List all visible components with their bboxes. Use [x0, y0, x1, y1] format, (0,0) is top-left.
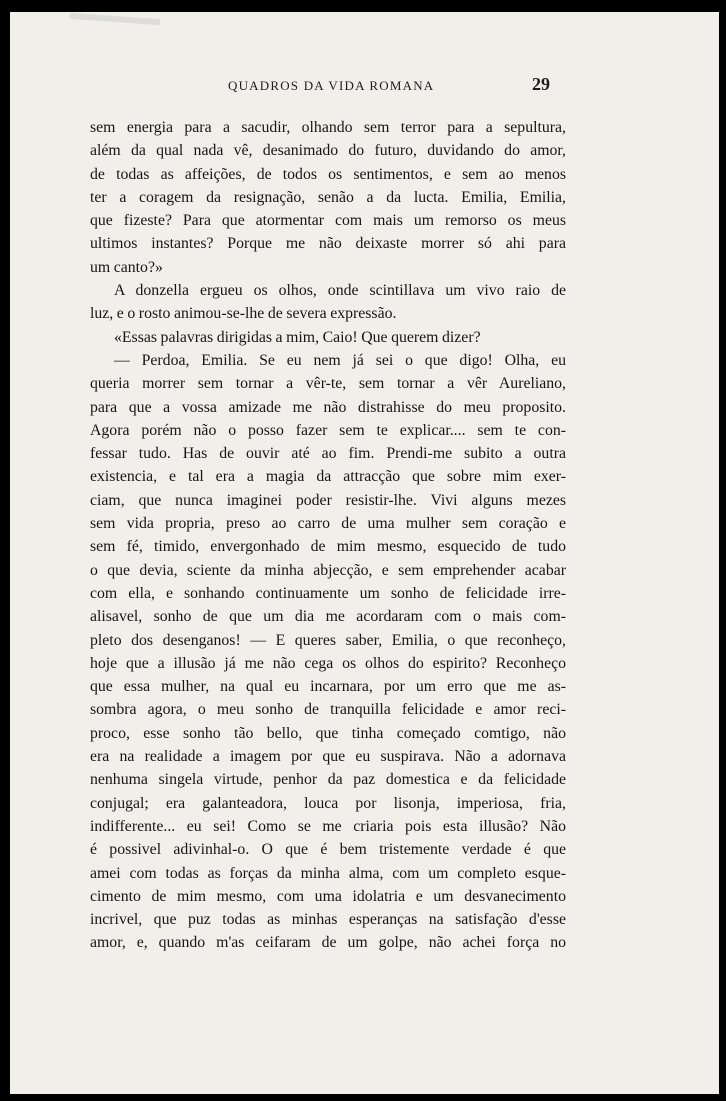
text-line: hoje que a illusão já me não cega os olhos do espirito? Reconheço	[90, 654, 566, 672]
text-line: além da qual nada vê, desanimado do futuro, duvidando do amor,	[90, 142, 566, 160]
page-header	[10, 74, 719, 98]
text-line: para que a vossa amizade me não distrahisse do meu proposito.	[90, 398, 566, 416]
text-line: nenhuma singela virtude, penhor da paz domestica e da felicidade	[90, 771, 566, 789]
text-line: existencia, e tal era a magia da attracção que sobre mim exer-	[90, 468, 566, 486]
running-title: QUADROS DA VIDA ROMANA	[228, 78, 435, 93]
text-line: cimento de mim mesmo, com uma idolatria e um desvanecimento	[90, 887, 566, 905]
text-line: conjugal; era galanteadora, louca por lisonja, imperiosa, fria,	[90, 794, 566, 812]
text-line: fessar tudo. Has de ouvir até ao fim. Prendi-me subito a outra	[90, 445, 566, 463]
text-line: incrivel, que puz todas as minhas esperanças na satisfação d'esse	[90, 911, 566, 929]
page-number: 29	[532, 74, 550, 94]
text-line: indifferente... eu sei! Como se me criaria pois esta illusão? Não	[90, 817, 566, 835]
text-line: Agora porém não o posso fazer sem te explicar.... sem te con-	[90, 421, 566, 439]
text-line: sem fé, timido, envergonhado de mim mesmo, esquecido de tudo	[90, 538, 566, 556]
text-line: sem vida propria, preso ao carro de uma mulher sem coração e	[90, 515, 566, 533]
body-text	[90, 116, 566, 955]
text-line: era na realidade a imagem por que eu suspirava. Não a adornava	[90, 748, 566, 766]
text-line: amei com todas as forças da minha alma, com um completo esque-	[90, 864, 566, 882]
text-line: que essa mulher, na qual eu incarnara, por um erro que me as-	[90, 678, 566, 696]
book-page	[10, 12, 719, 1094]
text-line: é possivel adivinhal-o. O que é bem tristemente verdade é que	[90, 841, 566, 859]
text-line: proco, esse sonho tão bello, que tinha começado comtigo, não	[90, 724, 566, 742]
text-line: com ella, e sonhando continuamente um sonho de felicidade irre-	[90, 584, 566, 602]
text-line: pleto dos desenganos! — E queres saber, Emilia, o que reconheço,	[90, 631, 566, 649]
text-line: — Perdoa, Emilia. Se eu nem já sei o que digo! Olha, eu	[114, 351, 566, 369]
text-line: ultimos instantes? Porque me não deixaste morrer só ahi para	[90, 235, 566, 253]
text-line: o que devia, sciente da minha abjecção, e sem emprehender acabar	[90, 561, 566, 579]
text-line: alisavel, sonho de que um dia me acordaram com o mais com-	[90, 608, 566, 626]
text-line: A donzella ergueu os olhos, onde scintillava um vivo raio de	[114, 282, 566, 300]
text-line: amor, e, quando m'as ceifaram de um golpe, não achei força no	[90, 934, 566, 952]
text-line: um canto?»	[90, 258, 163, 276]
text-line: queria morrer sem tornar a vêr-te, sem tornar a vêr Aureliano,	[90, 375, 566, 393]
text-line: luz, e o rosto animou-se-lhe de severa expressão.	[90, 305, 397, 323]
text-line: sem energia para a sacudir, olhando sem terror para a sepultura,	[90, 119, 566, 136]
text-line: que fizeste? Para que atormentar com mais um remorso os meus	[90, 212, 566, 230]
text-line: ciam, que nunca imaginei poder resistir-lhe. Vivi alguns mezes	[90, 491, 566, 509]
text-line: «Essas palavras dirigidas a mim, Caio! Que querem dizer?	[114, 328, 481, 346]
ink-smudge	[70, 13, 160, 25]
text-line: sombra agora, o meu sonho de tranquilla felicidade e amor reci-	[90, 701, 566, 719]
text-line: de todas as affeições, de todos os sentimentos, e sem ao menos	[90, 165, 566, 183]
text-line: ter a coragem da resignação, senão a da lucta. Emilia, Emilia,	[90, 188, 566, 206]
